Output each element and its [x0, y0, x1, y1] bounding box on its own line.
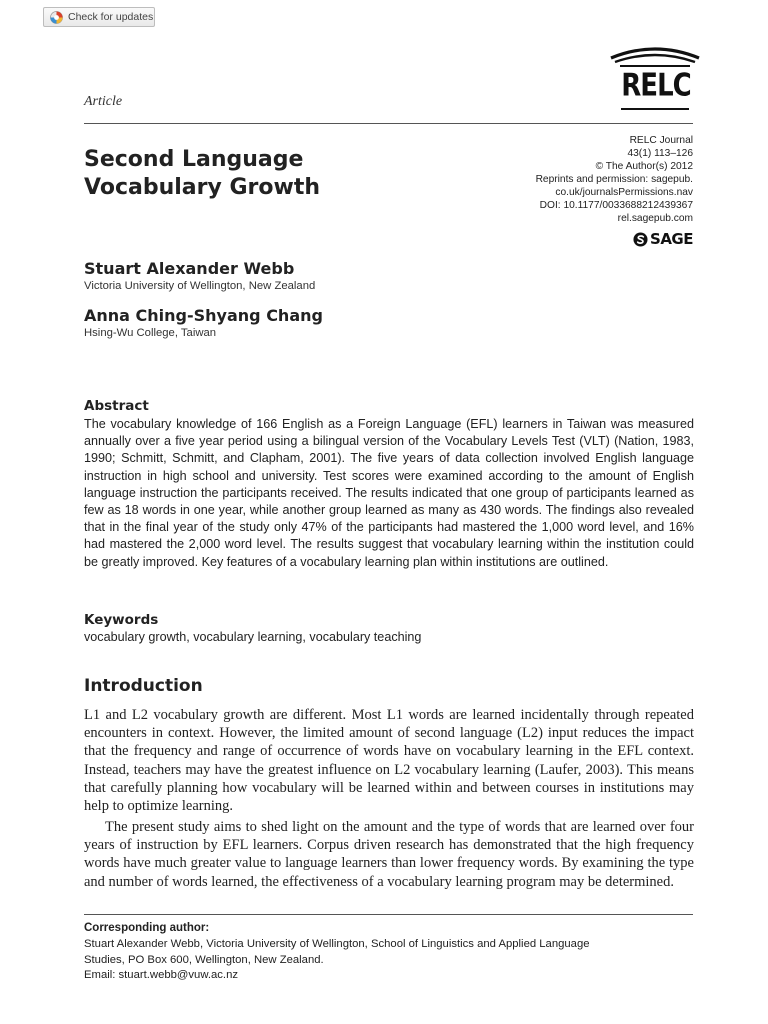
sage-logo — [623, 230, 693, 248]
journal-url[interactable]: rel.sagepub.com — [617, 213, 693, 224]
author-affiliation: Hsing-Wu College, Taiwan — [84, 327, 217, 339]
abstract-heading: Abstract — [84, 398, 149, 414]
header-divider — [84, 123, 693, 124]
update-badge-icon — [50, 11, 63, 24]
article-title — [84, 146, 320, 202]
author-name: Stuart Alexander Webb — [84, 259, 295, 278]
corresponding-email[interactable]: Email: stuart.webb@vuw.ac.nz — [84, 969, 238, 981]
title-line-2: Vocabulary Growth — [84, 175, 320, 200]
doi[interactable]: DOI: 10.1177/0033688212439367 — [539, 200, 693, 211]
reprints-line-1: Reprints and permission: sagepub. — [535, 174, 693, 185]
corresponding-address-line: Studies, PO Box 600, Wellington, New Zealand. — [84, 953, 324, 966]
journal-issue: 43(1) 113–126 — [627, 148, 693, 159]
intro-paragraph: The present study aims to shed light on the amount and the type of words that are learned over four years of instruction by EFL learners. Corpus driven research has demonstrated that the high frequency words have much greater value to language learners than lower frequency words. By examining the type and number of words learned, the effectiveness of a vocabulary learning program may be determined. — [84, 819, 694, 890]
keywords-list: vocabulary growth, vocabulary learning, vocabulary teaching — [84, 630, 422, 644]
journal-name: RELC Journal — [629, 135, 693, 146]
corresponding-author-details — [84, 937, 684, 984]
author-name: Anna Ching-Shyang Chang — [84, 306, 323, 325]
sage-wordmark: SAGE — [650, 230, 693, 248]
article-type-label: Article — [84, 94, 123, 109]
keywords-heading: Keywords — [84, 612, 159, 628]
relc-logo-text: RELC — [621, 68, 691, 104]
check-for-updates-button[interactable] — [43, 7, 155, 27]
corresponding-author-heading: Corresponding author: — [84, 922, 210, 934]
corresponding-address-line: Stuart Alexander Webb, Victoria University of Wellington, School of Linguistics and Applied Language — [84, 938, 590, 950]
relc-logo — [607, 44, 703, 114]
introduction-heading: Introduction — [84, 676, 203, 696]
footnote-divider — [84, 914, 693, 915]
intro-paragraph: L1 and L2 vocabulary growth are different. Most L1 words are learned incidentally through repeated encounters in context. However, the limited amount of second language (L2) input reduces the impact that the frequency and range of occurrence of words have on vocabulary learning in the EFL context. Instead, teachers may have the greatest influence on L2 vocabulary learning (Laufer, 2003). This means that carefully planning how vocabulary will be learned within and between courses in institutions may help to optimize learning. — [84, 707, 694, 815]
copyright: © The Author(s) 2012 — [595, 161, 693, 172]
check-for-updates-label: Check for updates — [68, 11, 154, 23]
author-affiliation: Victoria University of Wellington, New Zealand — [84, 280, 316, 292]
title-line-1: Second Language — [84, 147, 304, 172]
sage-s-icon — [633, 232, 648, 247]
abstract-text: The vocabulary knowledge of 166 English as a Foreign Language (EFL) learners in Taiwan was measured annually over a five year period using a bilingual version of the Vocabulary Levels Test (VLT) (Nation, 1983, 1990; Schmitt, Schmitt, and Clapham, 2001). The five years of data collection involved English language instruction in high school and university. Test scores were examined according to the amount of English language instruction the participants received. The results indicated that one group of participants learned as few as 18 words in one year, while another group learned as many as 430 words. The findings also revealed that in the final year of the study only 47% of the participants had mastered the 1,000 word level, and 16% had mastered the 2,000 word level. The results suggest that vocabulary learning within the institution could be greatly improved. Key features of a vocabulary learning plan within institutions are outlined. — [84, 417, 694, 569]
journal-metadata — [536, 134, 693, 225]
reprints-line-2[interactable]: co.uk/journalsPermissions.nav — [555, 187, 693, 198]
